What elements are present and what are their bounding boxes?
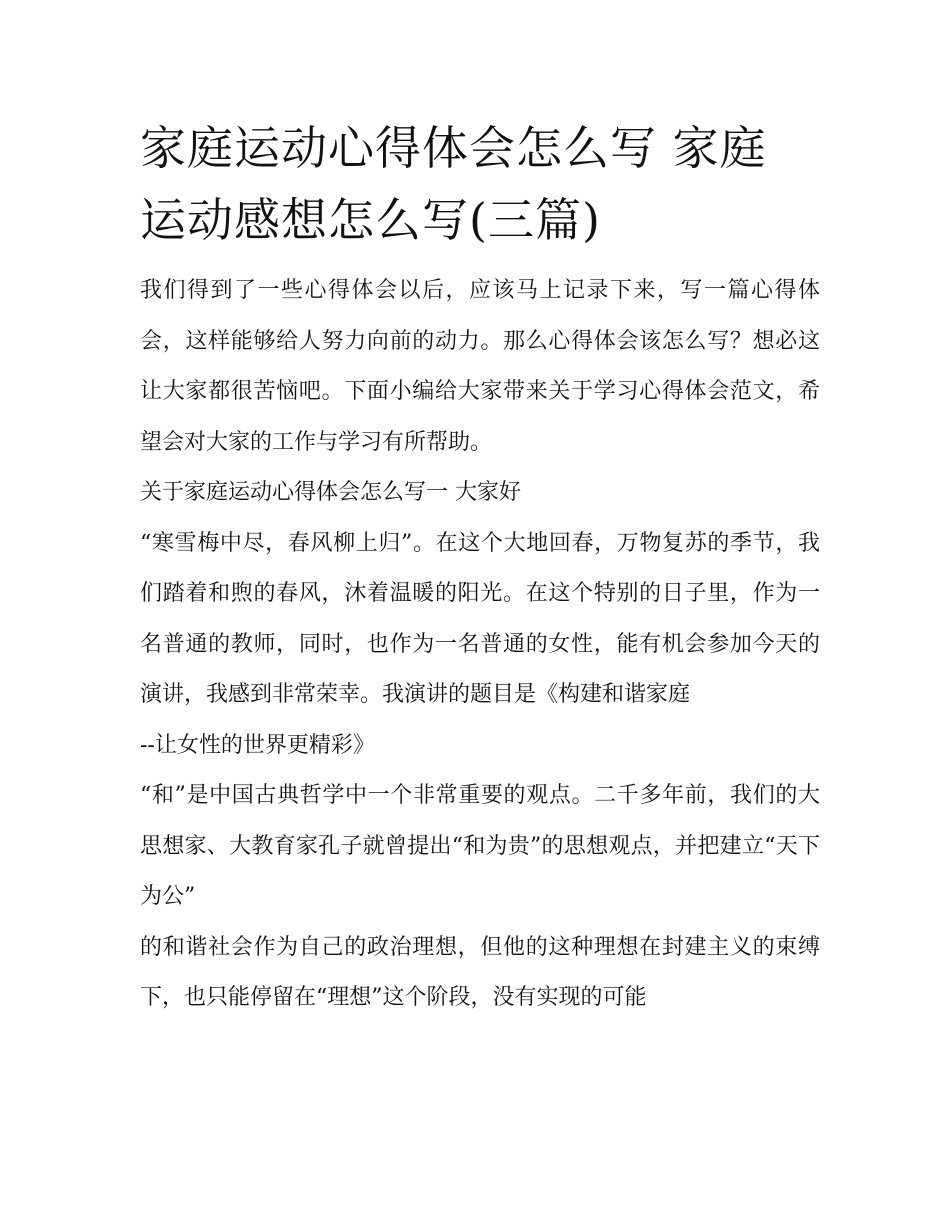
body-paragraph: 的和谐社会作为自己的政治理想，但他的这种理想在封建主义的束缚下，也只能停留在“理想”这个阶段，没有实现的可能 xyxy=(140,934,820,1010)
body-paragraph: “和”是中国古典哲学中一个非常重要的观点。二千多年前，我们的大思想家、大教育家孔子就曾提出“和为贵”的思想观点，并把建立“天下为公” xyxy=(140,783,820,909)
body-paragraph: “寒雪梅中尽，春风柳上归”。在这个大地回春，万物复苏的季节，我们踏着和煦的春风，沐着温暖的阳光。在这个特别的日子里，作为一名普通的教师，同时，也作为一名普通的女性，能有机会参加今天的演讲，我感到非常荣幸。我演讲的题目是《构建和谐家庭 xyxy=(140,530,820,707)
intro-paragraph: 我们得到了一些心得体会以后，应该马上记录下来，写一篇心得体会，这样能够给人努力向前的动力。那么心得体会该怎么写？想必这让大家都很苦恼吧。下面小编给大家带来关于学习心得体会范文，希望会对大家的工作与学习有所帮助。 xyxy=(140,278,820,455)
document-title: 家庭运动心得体会怎么写 家庭 运动感想怎么写(三篇) xyxy=(140,121,767,247)
section-heading: 关于家庭运动心得体会怎么写一 大家好 xyxy=(140,480,521,505)
speech-subtitle: --让女性的世界更精彩》 xyxy=(140,732,375,758)
document-page xyxy=(140,112,820,1024)
